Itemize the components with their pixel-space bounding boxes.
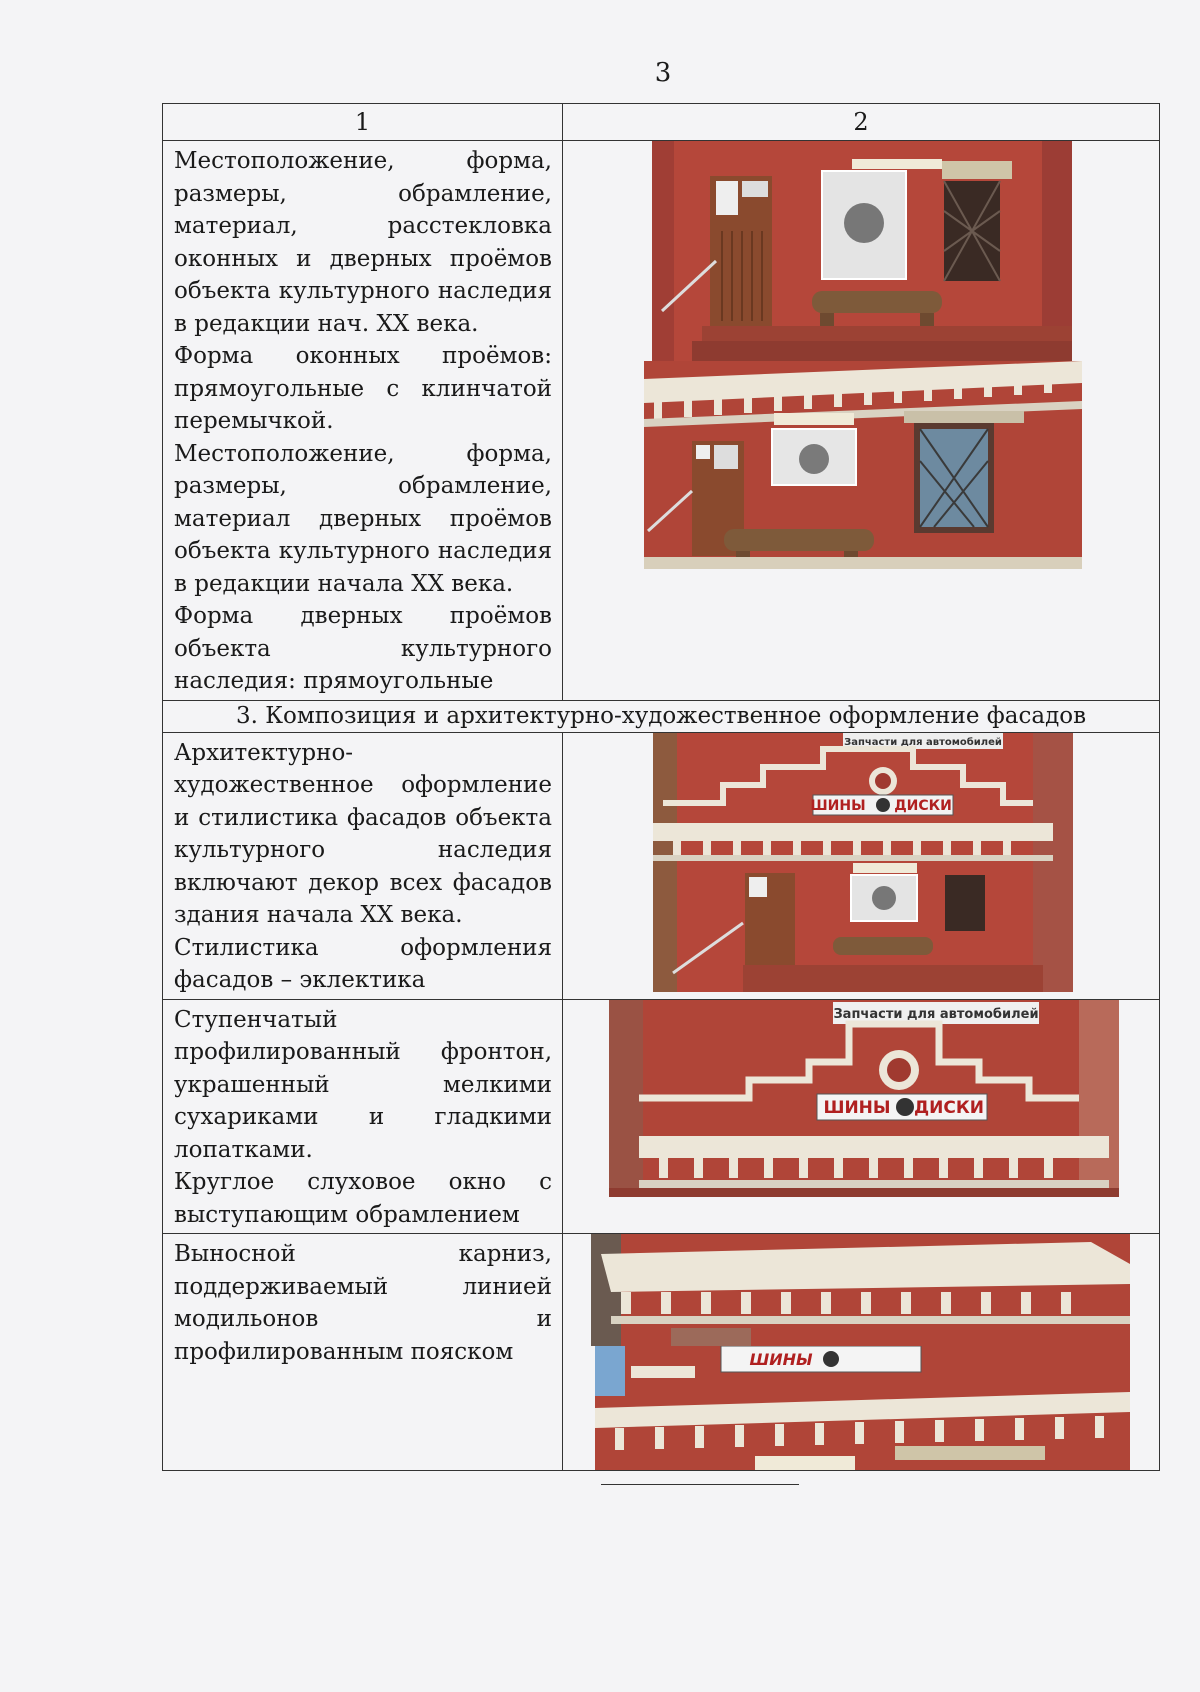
table-row [163,999,1160,1234]
rims-sign-text: ДИСКИ [914,1097,984,1118]
entrance-window-photo [644,361,1082,569]
facade-decor-photo [653,733,1073,992]
description-paragraph: Архитектурно-художественное оформление и стилистика фасадов объекта культурного наследия включают декор всех фасадов здания начала XX века. [174,739,552,928]
description-paragraph: Форма дверных проёмов объекта культурного наследия: прямоугольные [174,603,552,694]
description-paragraph: Форма оконных проёмов: прямоугольные с клинчатой перемычкой. [174,343,552,434]
description-cell [163,141,563,701]
cornice-photo-upper [591,1234,1130,1346]
description-cell [163,1234,563,1471]
description-paragraph: Круглое слуховое окно с выступающим обрамлением [174,1169,552,1228]
photo-cell [563,1234,1160,1471]
entrance-door-photo [652,141,1072,363]
description-paragraph: Местоположение, форма, размеры, обрамление, материал дверных проёмов объекта культурного наследия в редакции начала XX века. [174,440,552,597]
parts-sign-text: Запчасти для автомобилей [833,1006,1039,1022]
cornice-photo-lower [595,1346,1130,1470]
photo-cell [563,732,1160,999]
description-paragraph: Ступенчатый профилированный фронтон, украшенный мелкими сухариками и гладкими лопатками. [174,1006,552,1163]
table-row [163,1234,1160,1471]
table-header-row [163,104,1160,141]
page-number: 3 [654,58,672,88]
column-header-1: 1 [163,104,563,141]
tires-sign-text: ШИНЫ [749,1350,813,1369]
description-cell [163,999,563,1234]
column-header-2: 2 [563,104,1160,141]
section-title: 3. Композиция и архитектурно-художественное оформление фасадов [163,700,1160,732]
description-paragraph: Стилистика оформления фасадов – эклектика [174,934,552,993]
table-row [163,141,1160,701]
footnote-separator [601,1484,799,1485]
rims-sign-text: ДИСКИ [894,797,952,814]
tires-sign-text: ШИНЫ [823,1097,891,1118]
pediment-photo [609,1000,1119,1197]
description-paragraph: Выносной карниз, поддерживаемый линией модильонов и профилированным пояском [174,1241,552,1365]
parts-sign-text: Запчасти для автомобилей [844,736,1002,748]
tires-sign-text: ШИНЫ [810,797,866,814]
table-row [163,732,1160,999]
description-paragraph: Местоположение, форма, размеры, обрамление, материал, расстекловка оконных и дверных проёмов объекта культурного наследия в редакции нач. XX века. [174,148,552,337]
description-cell [163,732,563,999]
photo-cell [563,141,1160,701]
photo-cell [563,999,1160,1234]
heritage-elements-table [162,103,1160,1471]
section-header-row [163,700,1160,732]
